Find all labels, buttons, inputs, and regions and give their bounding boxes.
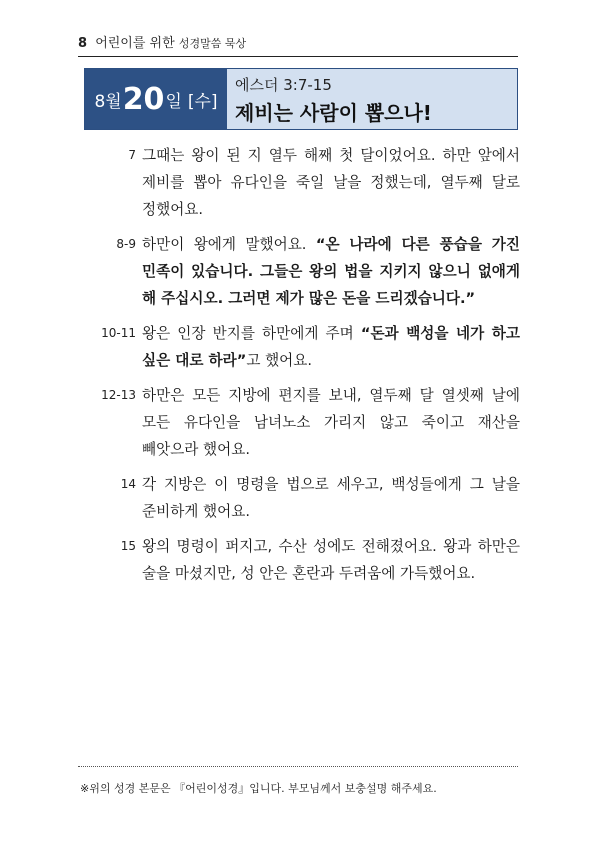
verse-7 — [96, 142, 526, 223]
title-box — [84, 68, 518, 130]
verse-list — [96, 142, 526, 595]
verse-text — [142, 533, 520, 587]
passage-heading — [227, 69, 517, 129]
verse-text — [142, 320, 520, 374]
date-month: 8월 — [94, 91, 122, 112]
date-weekday: [수] — [187, 91, 218, 112]
running-header — [78, 32, 246, 51]
verse-quote: “온 나라에 다른 풍습을 가진 민족이 있습니다. 그들은 왕의 법을 지키지 않으니 없애게 해 주십시오. 그러면 제가 많은 돈을 드리겠습니다.” — [142, 236, 520, 307]
verse-segment: 왕의 명령이 퍼지고, 수산 성에도 전해졌어요. 왕과 하만은 술을 마셨지만, 성 안은 혼란과 두려움에 가득했어요. — [142, 538, 520, 582]
verse-number: 10-11 — [101, 326, 136, 340]
verse-segment: 하만이 왕에게 말했어요. — [142, 236, 316, 253]
verse-10-11 — [96, 320, 526, 374]
footnote: ※위의 성경 본문은 『어린이성경』입니다. 부모님께서 보충설명 해주세요. — [80, 782, 437, 795]
verse-number: 14 — [120, 477, 136, 491]
verse-text — [142, 231, 520, 312]
passage-reference: 에스더 3:7-15 — [235, 76, 332, 94]
passage-title: 제비는 사람이 뽑으나! — [235, 101, 432, 125]
verse-15 — [96, 533, 526, 587]
page-number: 8 — [78, 36, 88, 51]
verse-segment: 그때는 왕이 된 지 열두 해째 첫 달이었어요. 하만 앞에서 제비를 뽑아 유다인을 죽일 날을 정했는데, 열두째 달로 정했어요. — [142, 147, 520, 218]
footnote-rule — [78, 766, 518, 767]
verse-8-9 — [96, 231, 526, 312]
book-subtitle: 성경말씀 묵상 — [178, 37, 247, 50]
header-rule — [78, 56, 518, 57]
date-day: 20 — [122, 81, 165, 117]
verse-segment: 각 지방은 이 명령을 법으로 세우고, 백성들에게 그 날을 준비하게 했어요. — [142, 476, 520, 520]
verse-number: 15 — [120, 539, 136, 553]
verse-number: 12-13 — [101, 388, 136, 402]
verse-14 — [96, 471, 526, 525]
date-day-suffix: 일 — [165, 91, 182, 112]
verse-number: 7 — [128, 148, 136, 162]
verse-number: 8-9 — [116, 237, 136, 251]
verse-segment: 하만은 모든 지방에 편지를 보내, 열두째 달 열셋째 날에 모든 유다인을 남녀노소 가리지 않고 죽이고 재산을 빼앗으라 했어요. — [142, 387, 520, 458]
verse-12-13 — [96, 382, 526, 463]
verse-text — [142, 382, 520, 463]
verse-text — [142, 142, 520, 223]
date-block — [85, 69, 227, 129]
verse-segment: 왕은 인장 반지를 하만에게 주며 — [142, 325, 361, 342]
verse-segment: 고 했어요. — [246, 352, 313, 369]
verse-quote: “돈과 백성을 네가 하고 싶은 대로 하라” — [142, 325, 521, 369]
book-title: 어린이를 위한 — [95, 36, 175, 51]
verse-text — [142, 471, 520, 525]
